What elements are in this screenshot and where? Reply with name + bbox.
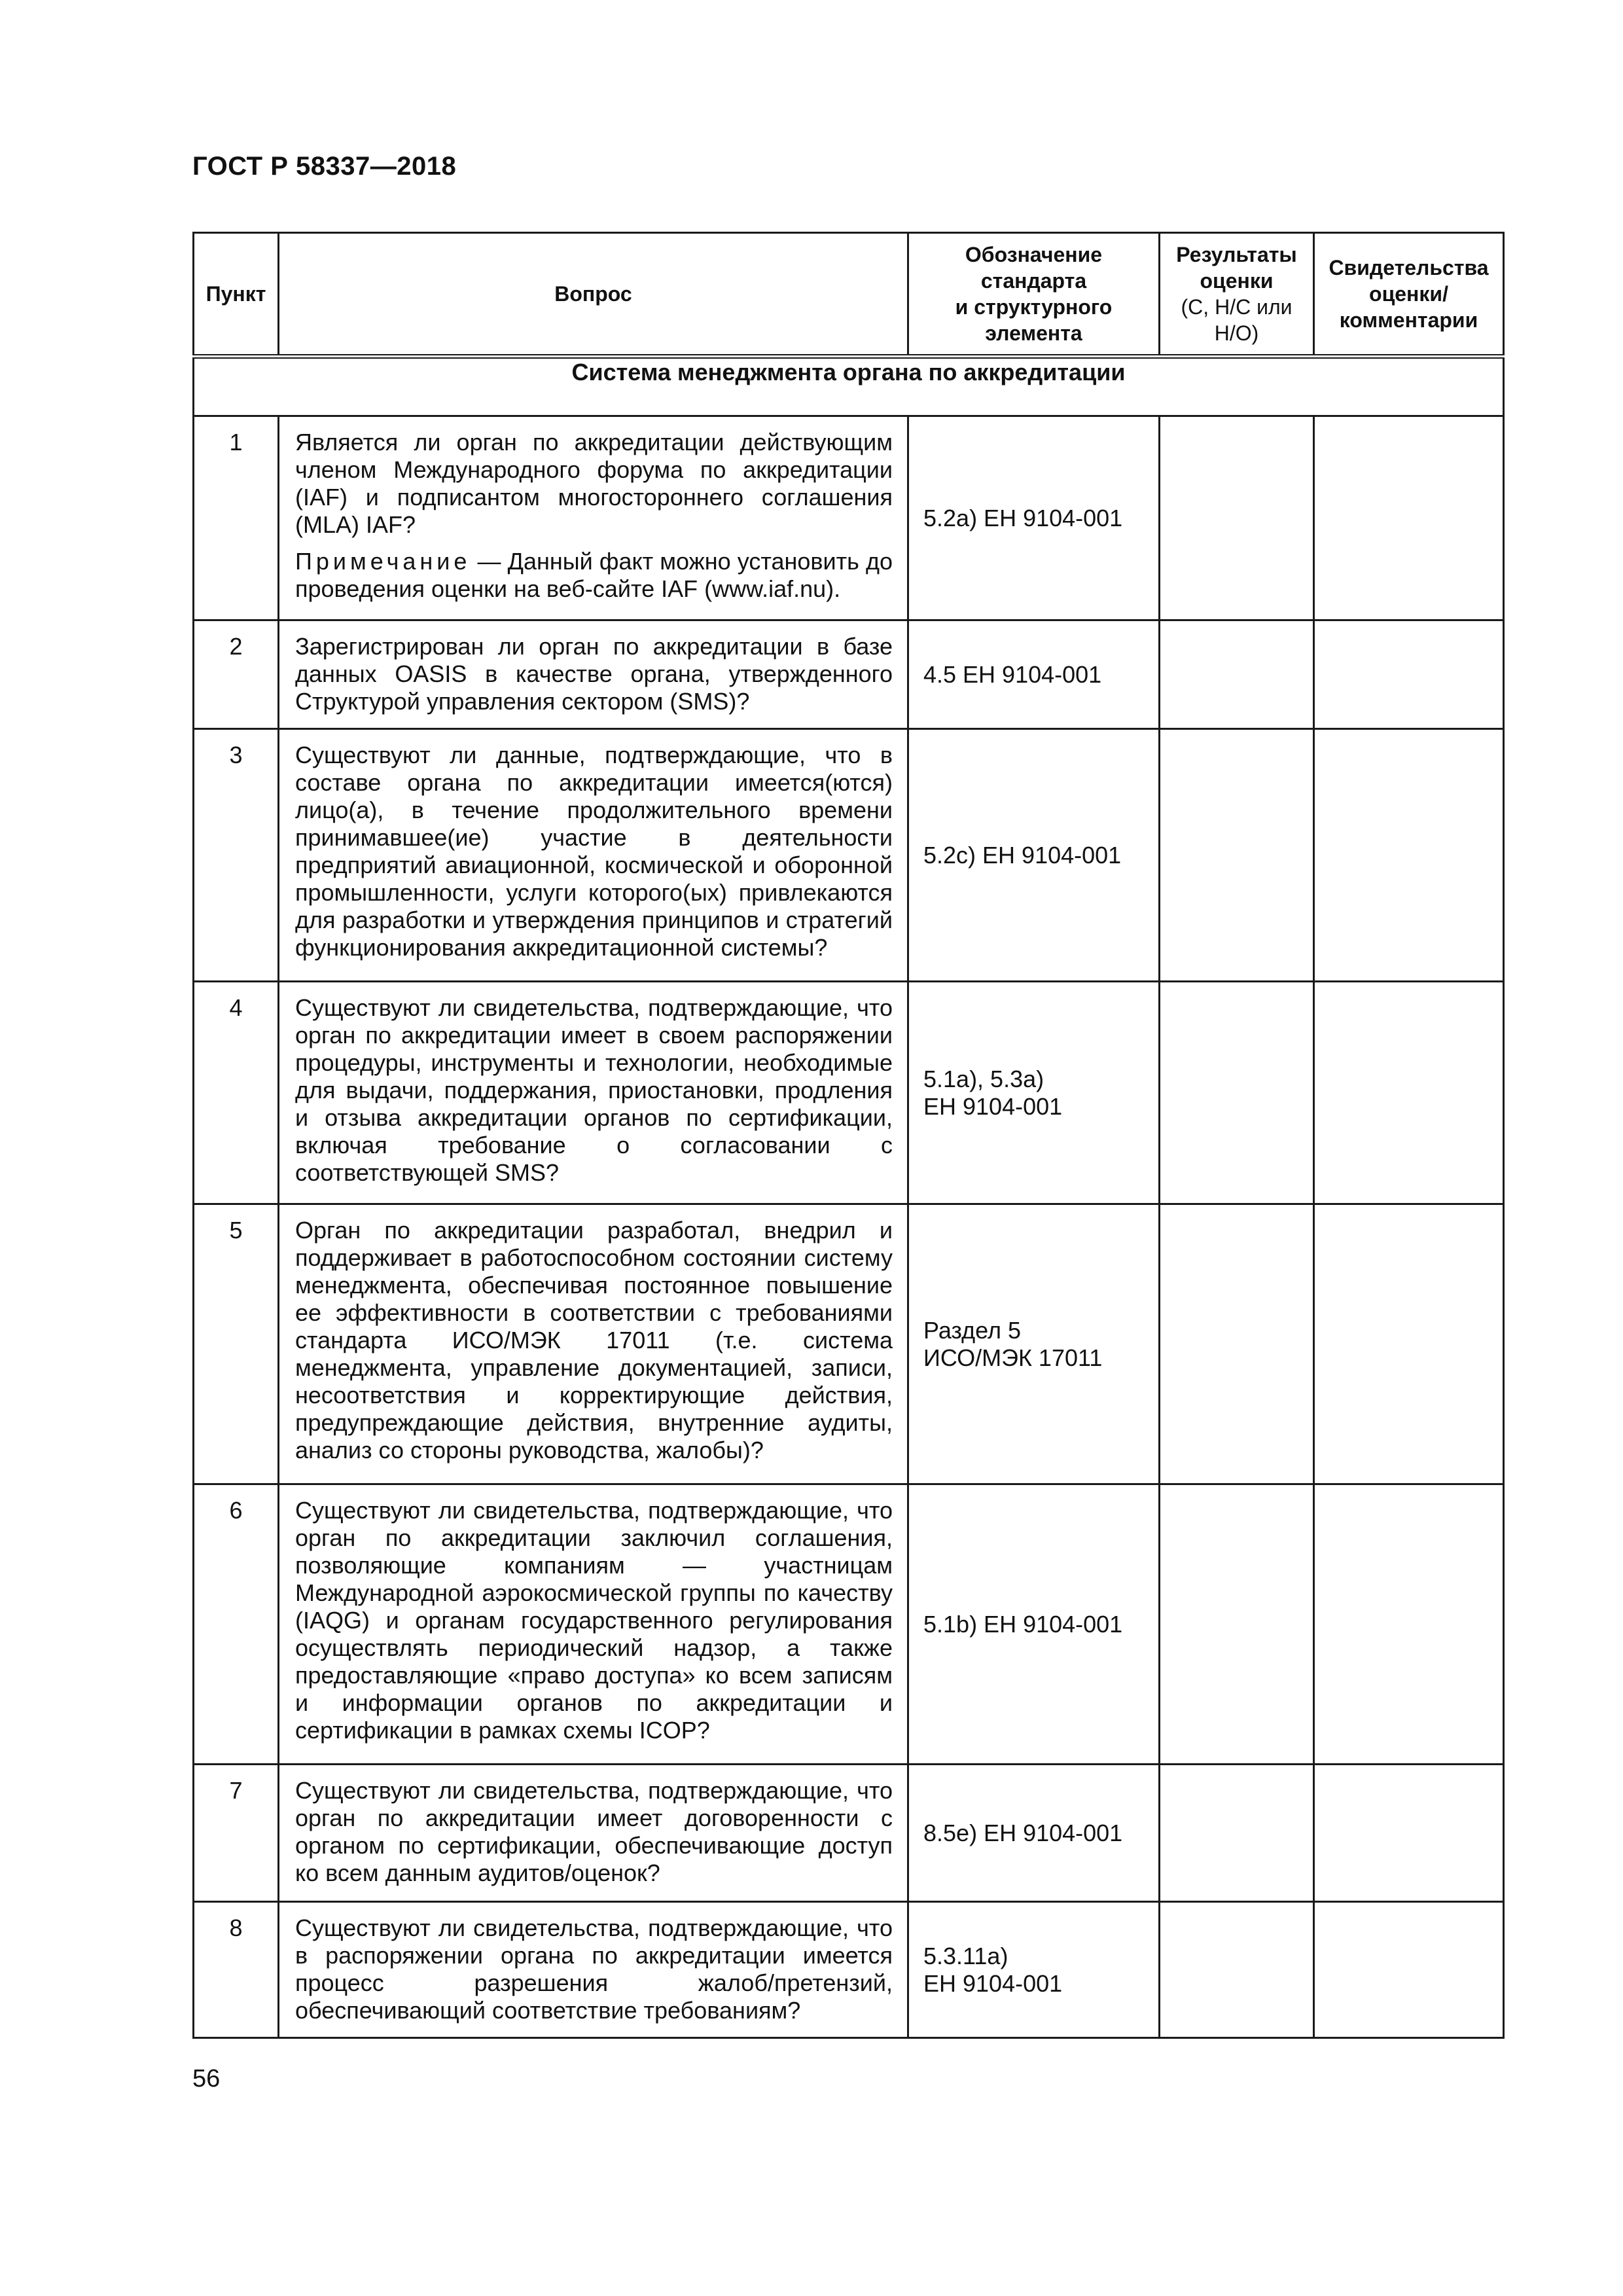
question-text: Зарегистрирован ли орган по аккредитации в базе данных OASIS в качестве органа, утвержденного Структурой управления сектором (SMS)? — [295, 633, 893, 715]
page-number: 56 — [192, 2065, 221, 2092]
note-text: — Данный факт можно установить до проведения оценки на веб-сайте IAF (www.iaf.nu). — [295, 548, 893, 602]
table-row — [194, 1765, 1504, 1902]
row-results-cell[interactable] — [1160, 982, 1314, 1204]
reference-line: 4.5 ЕН 9104-001 — [923, 660, 1102, 688]
reference-line: ЕН 9104-001 — [923, 1969, 1063, 1997]
table-row — [194, 416, 1504, 620]
header-evidence-line: комментарии — [1339, 308, 1478, 332]
header-num: Пункт — [194, 233, 279, 357]
table-row — [194, 982, 1504, 1204]
row-reference — [908, 1484, 1160, 1765]
row-question — [279, 982, 908, 1204]
table-header-row — [194, 233, 1504, 357]
row-question — [279, 1902, 908, 2038]
row-reference — [908, 1765, 1160, 1902]
question-note — [295, 548, 893, 603]
reference-line: 5.3.11a) — [923, 1942, 1008, 1969]
header-evidence — [1314, 233, 1504, 357]
row-reference — [908, 1902, 1160, 2038]
header-standard-line: элемента — [985, 321, 1082, 345]
row-evidence-cell[interactable] — [1314, 416, 1504, 620]
row-question — [279, 620, 908, 729]
row-evidence-cell[interactable] — [1314, 982, 1504, 1204]
header-standard-line: Обозначение — [965, 243, 1103, 266]
row-results-cell[interactable] — [1160, 620, 1314, 729]
header-evidence-line: оценки/ — [1369, 282, 1448, 306]
row-evidence-cell[interactable] — [1314, 1484, 1504, 1765]
section-row — [194, 357, 1504, 416]
assessment-table — [192, 232, 1505, 2039]
header-standard-line: и структурного — [955, 295, 1113, 319]
row-results-cell[interactable] — [1160, 729, 1314, 982]
row-reference — [908, 729, 1160, 982]
question-text: Существуют ли свидетельства, подтверждающие, что орган по аккредитации имеет в своем распоряжении процедуры, инструменты и технологии, необходимые для выдачи, поддержания, приостановки, продления и отзыва аккредитации органов по сертификации, включая требование о согласовании с соответствующей SMS? — [295, 994, 893, 1186]
row-reference — [908, 620, 1160, 729]
reference-line: ЕН 9104-001 — [923, 1092, 1063, 1120]
row-reference — [908, 416, 1160, 620]
header-question: Вопрос — [279, 233, 908, 357]
question-text: Является ли орган по аккредитации действующим членом Международного форума по аккредитации (IAF) и подписантом многостороннего соглашения (MLA) IAF? — [295, 429, 893, 538]
row-question — [279, 1765, 908, 1902]
row-reference — [908, 1204, 1160, 1484]
row-question — [279, 1204, 908, 1484]
question-text: Существуют ли свидетельства, подтверждающие, что орган по аккредитации имеет договоренности с органом по сертификации, обеспечивающие доступ ко всем данным аудитов/оценок? — [295, 1777, 893, 1886]
question-text: Существуют ли данные, подтверждающие, что в составе органа по аккредитации имеется(ются) лицо(а), в течение продолжительного времени принимавшее(ие) участие в деятельности предприятий авиационной, космической и оборонной промышленности, услуги которого(ых) привлекаются для разработки и утверждения принципов и стратегий функционирования аккредитационной системы? — [295, 742, 893, 961]
row-question — [279, 416, 908, 620]
table-row — [194, 1204, 1504, 1484]
question-text: Орган по аккредитации разработал, внедрил и поддерживает в работоспособном состоянии систему менеджмента, обеспечивая постоянное повышение ее эффективности в соответствии с требованиями стандарта ИСО/МЭК 17011 (т.е. система менеджмента, управление документацией, записи, несоответствия и корректирующие действия, предупреждающие действия, внутренние аудиты, анализ со стороны руководства, жалобы)? — [295, 1217, 893, 1463]
header-results-line: оценки — [1200, 269, 1274, 293]
reference-line: 5.1b) ЕН 9104-001 — [923, 1610, 1123, 1638]
header-results-line: Н/О) — [1214, 321, 1259, 345]
row-number: 5 — [194, 1204, 279, 1484]
reference-line: 5.1a), 5.3a) — [923, 1065, 1044, 1092]
row-number: 1 — [194, 416, 279, 620]
row-number: 4 — [194, 982, 279, 1204]
row-number: 2 — [194, 620, 279, 729]
row-evidence-cell[interactable] — [1314, 1902, 1504, 2038]
row-results-cell[interactable] — [1160, 1204, 1314, 1484]
row-question — [279, 1484, 908, 1765]
table-row — [194, 729, 1504, 982]
row-number: 8 — [194, 1902, 279, 2038]
row-results-cell[interactable] — [1160, 416, 1314, 620]
header-results-line: (С, Н/С или — [1181, 295, 1293, 319]
section-title: Система менеджмента органа по аккредитации — [194, 357, 1504, 416]
row-evidence-cell[interactable] — [1314, 729, 1504, 982]
question-text: Существуют ли свидетельства, подтверждающие, что орган по аккредитации заключил соглашения, позволяющие компаниям — участницам Международной аэрокосмической группы по качеству (IAQG) и органам государственного регулирования осуществлять периодический надзор, а также предоставляющие «право доступа» ко всем записям и информации органов по аккредитации и сертификации в рамках схемы ICOP? — [295, 1497, 893, 1744]
row-results-cell[interactable] — [1160, 1902, 1314, 2038]
reference-line: Раздел 5 — [923, 1316, 1022, 1344]
row-evidence-cell[interactable] — [1314, 1204, 1504, 1484]
row-number: 6 — [194, 1484, 279, 1765]
header-standard — [908, 233, 1160, 357]
reference-line: 5.2a) ЕН 9104-001 — [923, 504, 1123, 531]
table-row — [194, 1484, 1504, 1765]
table-row — [194, 1902, 1504, 2038]
header-evidence-line: Свидетельства — [1329, 256, 1489, 279]
question-text: Существуют ли свидетельства, подтверждающие, что в распоряжении органа по аккредитации имеется процесс разрешения жалоб/претензий, обеспечивающий соответствие требованиям? — [295, 1914, 893, 2024]
row-number: 7 — [194, 1765, 279, 1902]
header-results-line: Результаты — [1176, 243, 1297, 266]
row-results-cell[interactable] — [1160, 1484, 1314, 1765]
note-label: Примечание — [295, 548, 471, 575]
row-results-cell[interactable] — [1160, 1765, 1314, 1902]
reference-line: ИСО/МЭК 17011 — [923, 1344, 1103, 1371]
reference-line: 5.2c) ЕН 9104-001 — [923, 841, 1122, 869]
row-reference — [908, 982, 1160, 1204]
row-question — [279, 729, 908, 982]
row-evidence-cell[interactable] — [1314, 620, 1504, 729]
row-number: 3 — [194, 729, 279, 982]
table-row — [194, 620, 1504, 729]
row-evidence-cell[interactable] — [1314, 1765, 1504, 1902]
reference-line: 8.5e) ЕН 9104-001 — [923, 1819, 1123, 1846]
header-standard-line: стандарта — [980, 269, 1087, 293]
header-results — [1160, 233, 1314, 357]
document-code: ГОСТ Р 58337—2018 — [192, 152, 457, 181]
